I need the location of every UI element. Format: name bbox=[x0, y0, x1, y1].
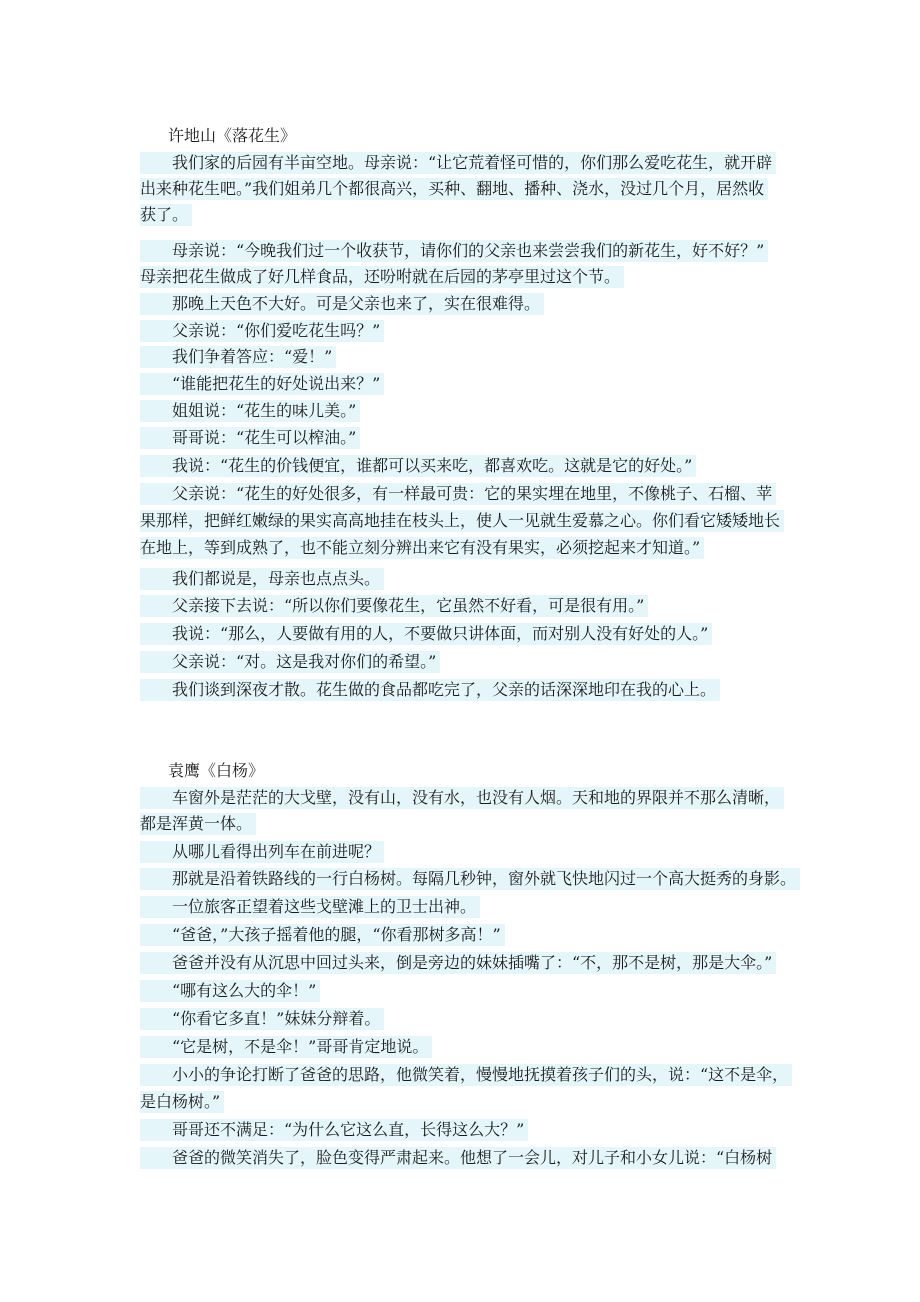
paragraph-line: “哪有这么大的伞！” bbox=[140, 980, 320, 1002]
paragraph-line: 那晚上天色不大好。可是父亲也来了，实在很难得。 bbox=[140, 293, 544, 315]
paragraph-line: 爸爸的微笑消失了，脸色变得严肃起来。他想了一会儿，对儿子和小女儿说：“白杨树 bbox=[140, 1147, 776, 1169]
section-title-luohuasheng: 许地山《落花生》 bbox=[168, 126, 297, 145]
paragraph-line: 我说：“那么，人要做有用的人，不要做只讲体面，而对别人没有好处的人。” bbox=[140, 623, 712, 645]
paragraph-line: 父亲说：“你们爱吃花生吗？” bbox=[140, 320, 384, 342]
paragraph-line: 爸爸并没有从沉思中回过头来，倒是旁边的妹妹插嘴了：“不，那不是树，那是大伞。” bbox=[140, 952, 776, 974]
paragraph-line: 母亲把花生做成了好几样食品，还吩咐就在后园的茅亭里过这个节。 bbox=[140, 266, 624, 288]
paragraph-line: “谁能把花生的好处说出来？” bbox=[140, 373, 384, 395]
paragraph-line: 我说：“花生的价钱便宜，谁都可以买来吃，都喜欢吃。这就是它的好处。” bbox=[140, 455, 696, 477]
paragraph-line: 父亲说：“花生的好处很多，有一样最可贵：它的果实埋在地里，不像桃子、石榴、苹 bbox=[140, 483, 776, 505]
paragraph-line: 果那样，把鲜红嫩绿的果实高高地挂在枝头上，使人一见就生爱慕之心。你们看它矮矮地长 bbox=[140, 510, 784, 532]
paragraph-line: 我们争着答应：“爱！” bbox=[140, 346, 336, 368]
paragraph-line: 父亲说：“对。这是我对你们的希望。” bbox=[140, 651, 440, 673]
paragraph-line: 从哪儿看得出列车在前进呢？ bbox=[140, 841, 384, 863]
paragraph-line: 车窗外是茫茫的大戈壁，没有山，没有水，也没有人烟。天和地的界限并不那么清晰， bbox=[140, 787, 784, 809]
paragraph-line: “你看它多直！”妹妹分辩着。 bbox=[140, 1008, 384, 1030]
paragraph-line: 出来种花生吧。”我们姐弟几个都很高兴，买种、翻地、播种、浇水，没过几个月，居然收 bbox=[140, 178, 768, 200]
section-title-baiyang: 袁鹰《白杨》 bbox=[168, 761, 265, 780]
paragraph-line: 获了。 bbox=[140, 204, 192, 226]
paragraph-line: “爸爸，”大孩子摇着他的腿，“你看那树多高！” bbox=[140, 924, 505, 946]
paragraph-line: 哥哥说：“花生可以榨油。” bbox=[140, 427, 360, 449]
paragraph-line: 姐姐说：“花生的味儿美。” bbox=[140, 400, 360, 422]
paragraph-line: 哥哥还不满足：“为什么它这么直，长得这么大？” bbox=[140, 1119, 528, 1141]
paragraph-line: 母亲说：“今晚我们过一个收获节，请你们的父亲也来尝尝我们的新花生，好不好？” bbox=[140, 240, 768, 262]
paragraph-line: 一位旅客正望着这些戈壁滩上的卫士出神。 bbox=[140, 896, 480, 918]
paragraph-line: 都是浑黄一体。 bbox=[140, 813, 256, 835]
paragraph-line: 我们家的后园有半亩空地。母亲说：“让它荒着怪可惜的，你们那么爱吃花生，就开辟 bbox=[140, 152, 776, 174]
paragraph-line: 小小的争论打断了爸爸的思路，他微笑着，慢慢地抚摸着孩子们的头，说：“这不是伞， bbox=[140, 1064, 792, 1086]
paragraph-line: “它是树，不是伞！”哥哥肯定地说。 bbox=[140, 1036, 432, 1058]
paragraph-line: 是白杨树。” bbox=[140, 1091, 224, 1113]
paragraph-line: 我们都说是，母亲也点点头。 bbox=[140, 568, 384, 590]
paragraph-line: 父亲接下去说：“所以你们要像花生，它虽然不好看，可是很有用。” bbox=[140, 595, 648, 617]
paragraph-line: 在地上，等到成熟了，也不能立刻分辨出来它有没有果实，必须挖起来才知道。” bbox=[140, 537, 704, 559]
paragraph-line: 那就是沿着铁路线的一行白杨树。每隔几秒钟，窗外就飞快地闪过一个高大挺秀的身影。 bbox=[140, 868, 800, 890]
paragraph-line: 我们谈到深夜才散。花生做的食品都吃完了，父亲的话深深地印在我的心上。 bbox=[140, 679, 720, 701]
